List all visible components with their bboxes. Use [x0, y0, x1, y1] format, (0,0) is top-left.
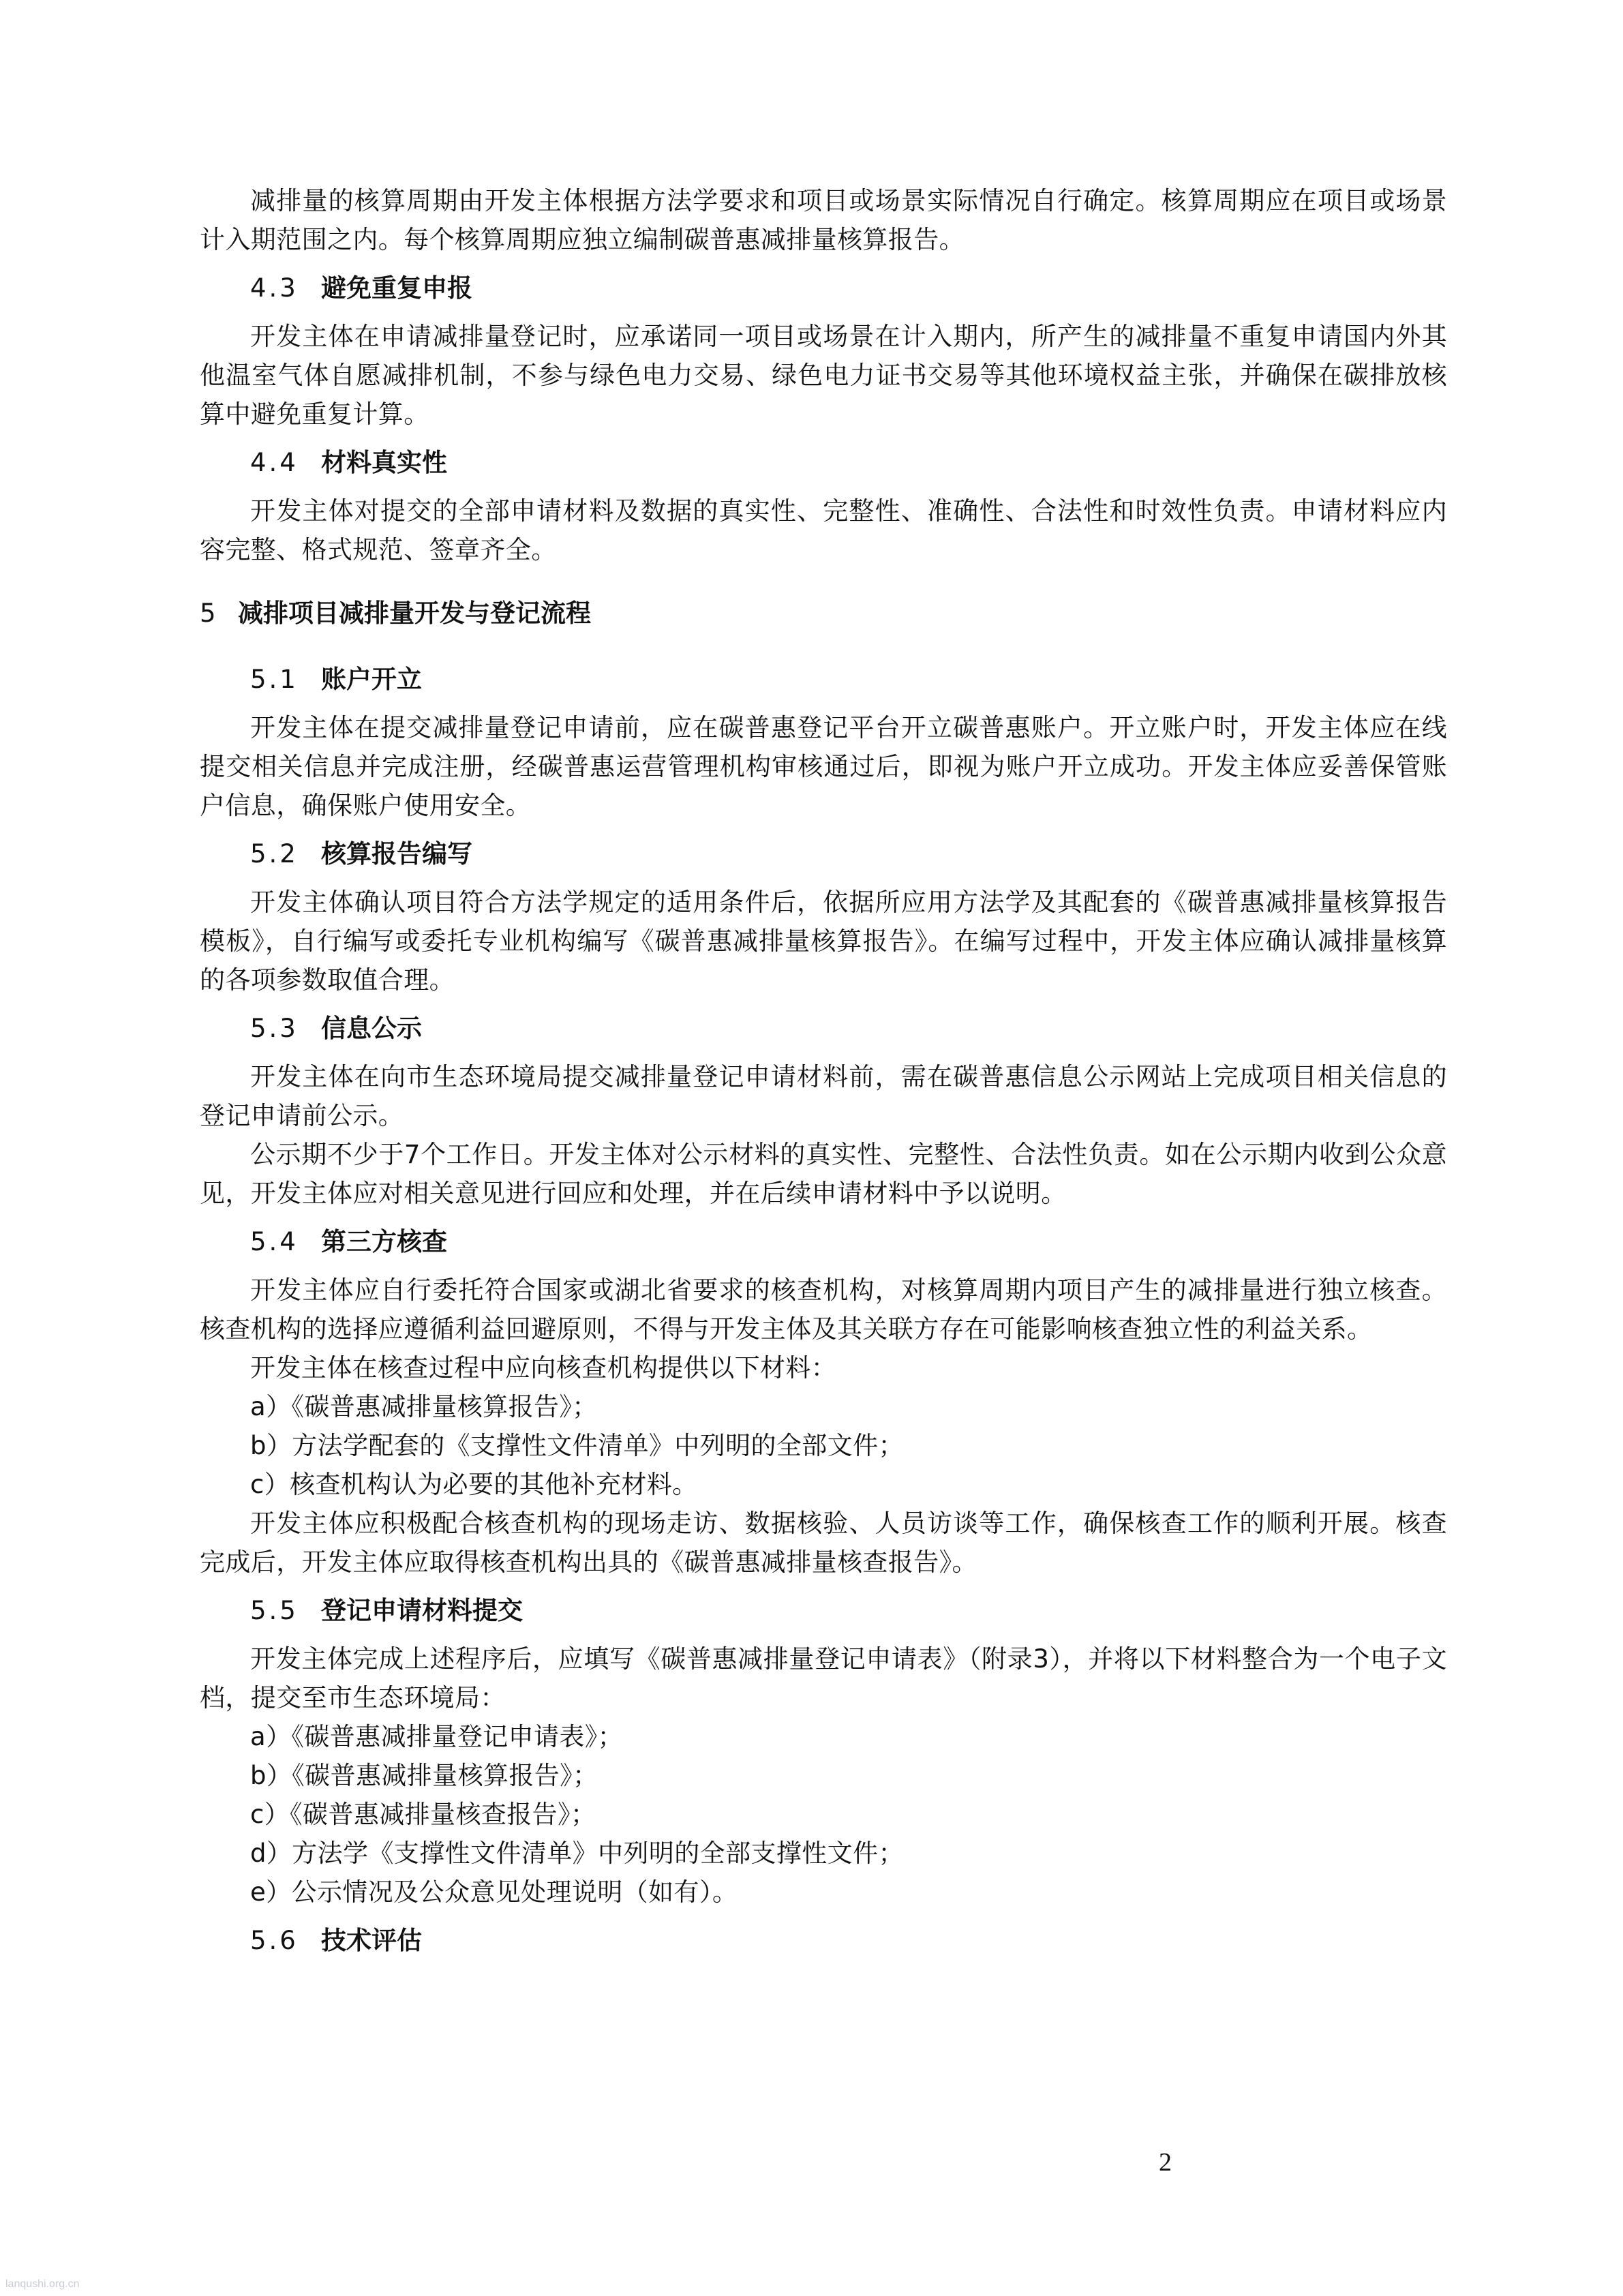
heading-5-1	[200, 660, 1447, 699]
heading-number: 4.3	[250, 273, 299, 303]
paragraph-5-3-b: 公示期不少于7个工作日。开发主体对公示材料的真实性、完整性、合法性负责。如在公示期内收到公众意见，开发主体应对相关意见进行回应和处理，并在后续申请材料中予以说明。	[200, 1140, 1447, 1208]
heading-title: 第三方核查	[321, 1227, 447, 1256]
heading-number: 4.4	[250, 448, 299, 477]
paragraph-5-4-a: 开发主体应自行委托符合国家或湖北省要求的核查机构，对核算周期内项目产生的减排量进行独立核查。核查机构的选择应遵循利益回避原则，不得与开发主体及其关联方存在可能影响核查独立性的利益关系。	[200, 1275, 1447, 1344]
watermark: lanqushi.org.cn	[5, 2278, 80, 2290]
list-item: a）《碳普惠减排量核算报告》；	[250, 1392, 598, 1421]
heading-5-2	[200, 834, 1447, 873]
paragraph-4-3: 开发主体在申请减排量登记时，应承诺同一项目或场景在计入期内，所产生的减排量不重复申请国内外其他温室气体自愿减排机制，不参与绿色电力交易、绿色电力证书交易等其他环境权益主张，并确保在碳排放核算中避免重复计算。	[200, 322, 1447, 429]
paragraph-5-3-a: 开发主体在向市生态环境局提交减排量登记申请材料前，需在碳普惠信息公示网站上完成项目相关信息的登记申请前公示。	[200, 1062, 1447, 1130]
list-item: b）《碳普惠减排量核算报告》；	[250, 1761, 598, 1790]
page-content	[200, 181, 1447, 1969]
list-item: c）《碳普惠减排量核查报告》；	[250, 1800, 596, 1829]
list-item: e）公示情况及公众意见处理说明（如有）。	[250, 1877, 738, 1907]
heading-5-5	[200, 1591, 1447, 1630]
heading-5-6	[200, 1921, 1447, 1960]
heading-4-4	[200, 443, 1447, 482]
paragraph-5-5: 开发主体完成上述程序后，应填写《碳普惠减排量登记申请表》（附录3），并将以下材料整合为一个电子文档，提交至市生态环境局：	[200, 1644, 1447, 1712]
heading-number: 5.1	[250, 665, 299, 694]
heading-number: 5.4	[250, 1227, 299, 1256]
page-number: 2	[1159, 2148, 1172, 2177]
heading-5-4	[200, 1222, 1447, 1261]
paragraph-5-2: 开发主体确认项目符合方法学规定的适用条件后，依据所应用方法学及其配套的《碳普惠减排量核算报告模板》，自行编写或委托专业机构编写《碳普惠减排量核算报告》。在编写过程中，开发主体应确认减排量核算的各项参数取值合理。	[200, 888, 1447, 995]
list-item: c）核查机构认为必要的其他补充材料。	[250, 1470, 698, 1499]
heading-5	[200, 594, 1447, 633]
heading-number: 5.5	[250, 1596, 299, 1625]
list-item: d）方法学《支撑性文件清单》中列明的全部支撑性文件；	[250, 1839, 904, 1868]
heading-title: 信息公示	[321, 1014, 422, 1043]
list-item: a）《碳普惠减排量登记申请表》；	[250, 1722, 624, 1751]
heading-title: 登记申请材料提交	[321, 1596, 523, 1625]
paragraph-4-4: 开发主体对提交的全部申请材料及数据的真实性、完整性、准确性、合法性和时效性负责。申请材料应内容完整、格式规范、签章齐全。	[200, 496, 1447, 564]
heading-title: 技术评估	[321, 1926, 422, 1955]
heading-title: 核算报告编写	[321, 839, 472, 868]
paragraph-5-4-b: 开发主体在核查过程中应向核查机构提供以下材料：	[250, 1353, 837, 1383]
paragraph-accounting-period: 减排量的核算周期由开发主体根据方法学要求和项目或场景实际情况自行确定。核算周期应在项目或场景计入期范围之内。每个核算周期应独立编制碳普惠减排量核算报告。	[200, 186, 1447, 254]
heading-4-3	[200, 269, 1447, 307]
heading-number: 5.3	[250, 1014, 299, 1043]
list-item: b）方法学配套的《支撑性文件清单》中列明的全部文件；	[250, 1431, 904, 1460]
heading-number: 5	[200, 599, 216, 628]
heading-number: 5.6	[250, 1926, 299, 1955]
heading-5-3	[200, 1009, 1447, 1048]
heading-number: 5.2	[250, 839, 299, 868]
heading-title: 减排项目减排量开发与登记流程	[238, 599, 591, 628]
heading-title: 避免重复申报	[321, 273, 472, 303]
heading-title: 材料真实性	[321, 448, 447, 477]
paragraph-5-1: 开发主体在提交减排量登记申请前，应在碳普惠登记平台开立碳普惠账户。开立账户时，开发主体应在线提交相关信息并完成注册，经碳普惠运营管理机构审核通过后，即视为账户开立成功。开发主体应妥善保管账户信息，确保账户使用安全。	[200, 713, 1447, 820]
paragraph-5-4-c: 开发主体应积极配合核查机构的现场走访、数据核验、人员访谈等工作，确保核查工作的顺利开展。核查完成后，开发主体应取得核查机构出具的《碳普惠减排量核查报告》。	[200, 1509, 1447, 1577]
heading-title: 账户开立	[321, 665, 422, 694]
